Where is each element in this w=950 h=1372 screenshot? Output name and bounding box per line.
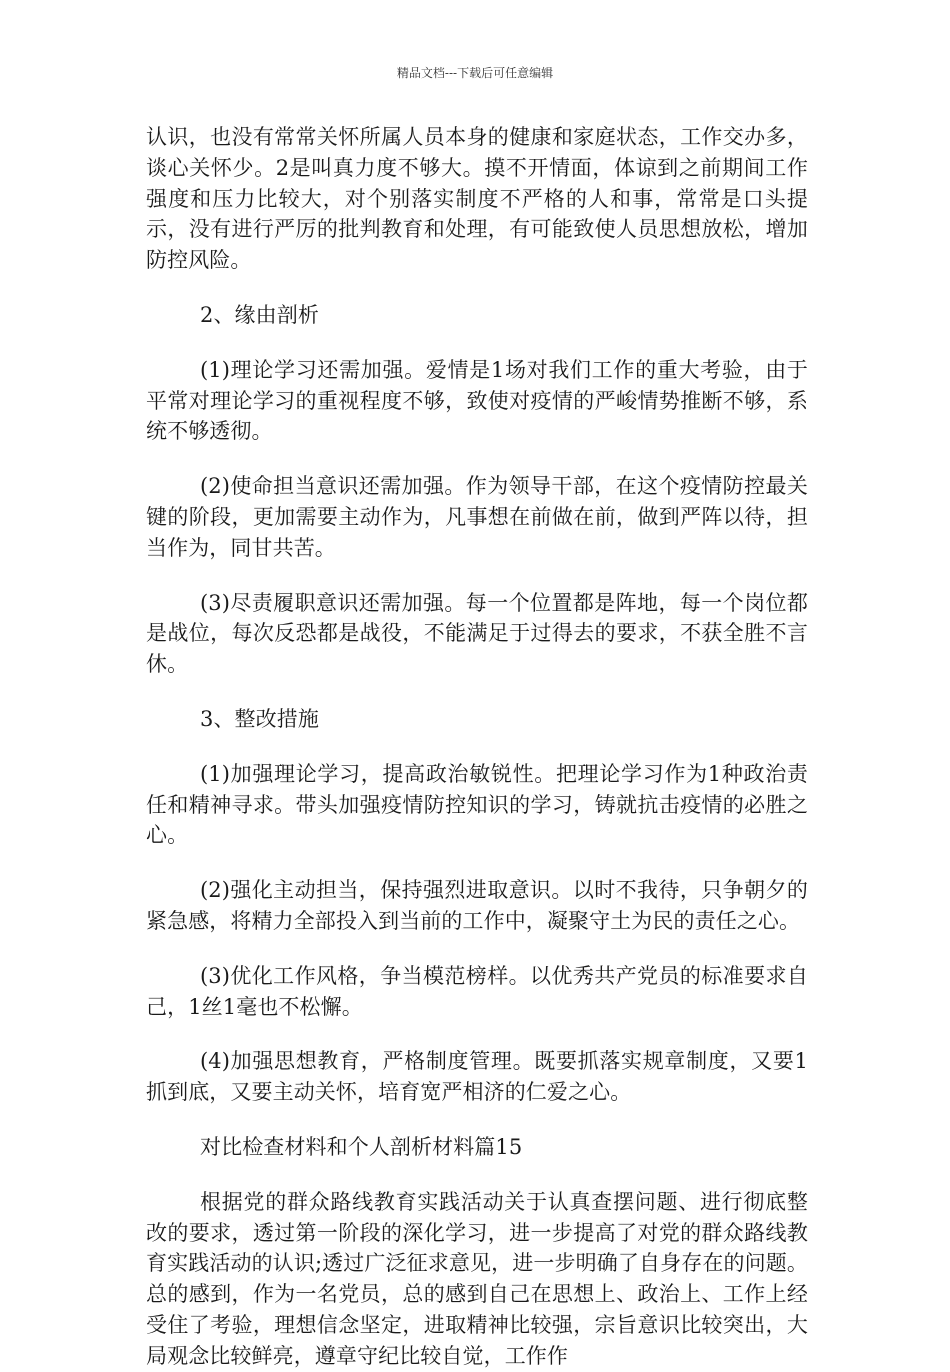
paragraph-continuation: 认识，也没有常常关怀所属人员本身的健康和家庭状态，工作交办多，谈心关怀少。2是叫真力度不够大。摸不开情面，体谅到之前期间工作强度和压力比较大，对个别落实制度不严格的人和事，常常是口头提示，没有进行严厉的批判教育和处理，有可能致使人员思想放松，增加防控风险。	[146, 125, 808, 273]
article-title: 对比检查材料和个人剖析材料篇15	[200, 1134, 523, 1159]
paragraph-measure-4: (4)加强思想教育，严格制度管理。既要抓落实规章制度，又要1抓到底，又要主动关怀，培育宽严相济的仁爱之心。	[146, 1049, 808, 1105]
paragraph-measure-1: (1)加强理论学习，提高政治敏锐性。把理论学习作为1种政治责任和精神寻求。带头加强疫情防控知识的学习，铸就抗击疫情的必胜之心。	[146, 761, 808, 848]
paragraph-cause-2: (2)使命担当意识还需加强。作为领导干部，在这个疫情防控最关键的阶段，更加需要主动作为，凡事想在前做在前，做到严阵以待，担当作为，同甘共苦。	[146, 474, 808, 560]
paragraph-measure-2: (2)强化主动担当，保持强烈进取意识。以时不我待，只争朝夕的紧急感，将精力全部投入到当前的工作中，凝聚守土为民的责任之心。	[146, 878, 808, 933]
section-heading-cause-analysis: 2、缘由剖析	[200, 302, 319, 327]
paragraph-measure-3: (3)优化工作风格，争当模范榜样。以优秀共产党员的标准要求自己，1丝1毫也不松懈。	[146, 963, 808, 1019]
paragraph-cause-3: (3)尽责履职意识还需加强。每一个位置都是阵地，每一个岗位都是战位，每次反恐都是战役，不能满足于过得去的要求，不获全胜不言休。	[146, 590, 808, 677]
section-heading-rectification: 3、整改措施	[200, 706, 319, 731]
document-body	[146, 122, 808, 1372]
paragraph-cause-1: (1)理论学习还需加强。爱情是1场对我们工作的重大考验，由于平常对理论学习的重视程度不够，致使对疫情的严峻情势推断不够，系统不够透彻。	[146, 357, 808, 444]
paragraph-article-intro: 根据党的群众路线教育实践活动关于认真查摆问题、进行彻底整改的要求，透过第一阶段的深化学习，进一步提高了对党的群众路线教育实践活动的认识;透过广泛征求意见，进一步明确了自身存在的问题。总的感到，作为一名党员，总的感到自己在思想上、政治上、工作上经受住了考验，理想信念坚定，进取精神比较强，宗旨意识比较突出，大局观念比较鲜亮，遵章守纪比较自觉，工作作	[146, 1189, 808, 1368]
page-header: 精品文档---下载后可任意编辑	[396, 66, 554, 80]
